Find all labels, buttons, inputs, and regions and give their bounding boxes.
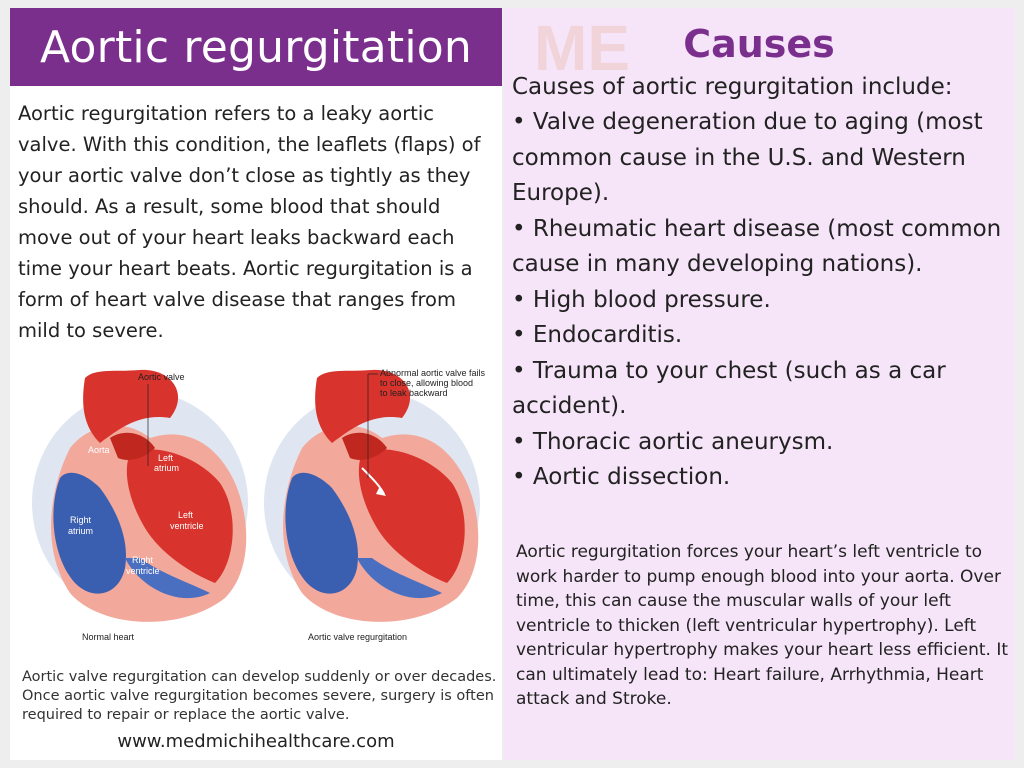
bullet-icon: • <box>512 428 526 455</box>
cause-text: Valve degeneration due to aging (most common cause in the U.S. and Western Europe). <box>512 109 983 206</box>
website-url: www.medmichihealthcare.com <box>117 731 395 752</box>
causes-heading: Causes <box>683 22 835 66</box>
caption-normal-heart: Normal heart <box>82 632 135 642</box>
intro-paragraph: Aortic regurgitation refers to a leaky aortic valve. With this condition, the leaflets (flaps) of your aortic valve don’t close as tightly as they should. As a result, some blood that should move out of your heart leaks backward each time your heart beats. Aortic regurgitation is a form of heart valve disease that ranges from mild to severe. <box>18 102 481 342</box>
label-right-ventricle-1: Right <box>132 555 154 565</box>
cause-text: Trauma to your chest (such as a car accident). <box>512 357 946 419</box>
outro-paragraph: Aortic regurgitation forces your heart’s left ventricle to work harder to pump enough blood into your aorta. Over time, this can cause the muscular walls of your left ventricle to thicken (left ventricular hypertrophy). Left ventricular hypertrophy makes your heart less efficient. It can ultimately lead to: Heart failure, Arrhythmia, Heart attack and Stroke. <box>516 542 1009 709</box>
list-item <box>512 354 1012 425</box>
heart-illustration <box>30 358 490 648</box>
bullet-icon: • <box>512 215 526 242</box>
list-item <box>512 212 1012 283</box>
caption-regurgitation-heart: Aortic valve regurgitation <box>308 632 408 642</box>
title-bar <box>10 8 502 86</box>
label-left-atrium-2: atrium <box>154 463 180 473</box>
annotation-line-1: Abnormal aortic valve fails <box>380 368 486 378</box>
left-panel <box>10 8 502 760</box>
label-right-atrium-2: atrium <box>68 526 94 536</box>
causes-intro: Causes of aortic regurgitation include: <box>512 74 953 100</box>
bullet-icon: • <box>512 357 526 384</box>
list-item <box>512 283 1012 319</box>
cause-text: High blood pressure. <box>532 286 771 313</box>
bullet-icon: • <box>512 464 526 490</box>
right-panel <box>504 8 1014 760</box>
label-right-ventricle-2: ventricle <box>126 566 160 576</box>
bullet-icon: • <box>512 322 526 348</box>
normal-heart-diagram <box>32 370 248 622</box>
watermark-text: ME <box>534 12 630 82</box>
bullet-icon: • <box>512 109 526 135</box>
page-title: Aortic regurgitation <box>40 21 472 73</box>
regurgitation-heart-diagram <box>264 370 480 622</box>
annotation-line-3: to leak backward <box>380 388 448 398</box>
label-left-ventricle-1: Left <box>178 510 194 520</box>
figure-caption: Aortic valve regurgitation can develop suddenly or over decades. Once aortic valve regurgitation becomes severe, surgery is often required to repair or replace the aortic valve. <box>22 669 497 723</box>
label-aortic-valve: Aortic valve <box>138 372 185 382</box>
annotation-line-2: to close, allowing blood <box>380 378 474 388</box>
bullet-icon: • <box>512 286 526 313</box>
list-item <box>512 425 1012 461</box>
causes-list <box>512 105 1012 496</box>
cause-text: Aortic dissection. <box>532 464 731 490</box>
label-left-atrium-1: Left <box>158 453 174 463</box>
label-left-ventricle-2: ventricle <box>170 521 204 531</box>
cause-text: Rheumatic heart disease (most common cause in many developing nations). <box>512 215 1002 277</box>
label-aorta: Aorta <box>88 445 110 455</box>
list-item <box>512 460 1012 496</box>
cause-text: Endocarditis. <box>532 322 683 348</box>
list-item <box>512 105 1012 212</box>
list-item <box>512 318 1012 354</box>
cause-text: Thoracic aortic aneurysm. <box>532 428 834 455</box>
label-right-atrium-1: Right <box>70 515 92 525</box>
